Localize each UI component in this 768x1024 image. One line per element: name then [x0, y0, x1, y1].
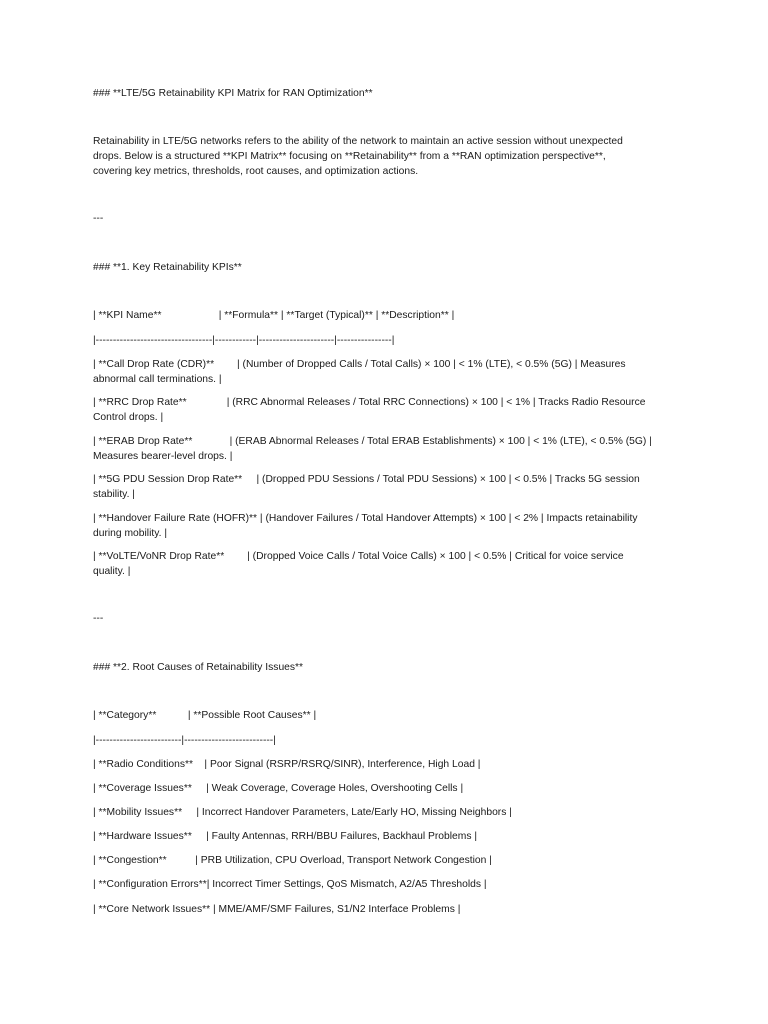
document-title: ### **LTE/5G Retainability KPI Matrix for RAN Optimization** [93, 88, 373, 99]
kpi-row-line: | **ERAB Drop Rate** | (ERAB Abnormal Releases / Total ERAB Establishments) × 100 | < 1% (LTE), < 0.5% (5G) | [93, 436, 652, 447]
kpi-table-header: | **KPI Name** | **Formula** | **Target (Typical)** | **Description** | [93, 310, 455, 321]
kpi-row-line: | **RRC Drop Rate** | (RRC Abnormal Releases / Total RRC Connections) × 100 | < 1% | Tracks Radio Resource [93, 397, 646, 408]
kpi-table-separator: |----------------------------------|------------|----------------------|----------------| [93, 335, 395, 346]
causes-table-separator: |-------------------------|--------------------------| [93, 735, 276, 746]
cause-row: | **Radio Conditions** | Poor Signal (RSRP/RSRQ/SINR), Interference, High Load | [93, 759, 481, 770]
kpi-row-line: stability. | [93, 489, 135, 500]
kpi-row-line: quality. | [93, 566, 131, 577]
cause-row: | **Coverage Issues** | Weak Coverage, Coverage Holes, Overshooting Cells | [93, 783, 464, 794]
divider: --- [93, 213, 104, 224]
kpi-row-line: Control drops. | [93, 412, 164, 423]
kpi-row-line: | **Handover Failure Rate (HOFR)** | (Handover Failures / Total Handover Attempts) × 100 | < 2% | Impacts retainability [93, 513, 638, 524]
kpi-row-line: Measures bearer-level drops. | [93, 451, 233, 462]
cause-row: | **Congestion** | PRB Utilization, CPU Overload, Transport Network Congestion | [93, 855, 492, 866]
cause-row: | **Core Network Issues** | MME/AMF/SMF Failures, S1/N2 Interface Problems | [93, 904, 461, 915]
causes-table-header: | **Category** | **Possible Root Causes** | [93, 710, 317, 721]
kpi-row-line: during mobility. | [93, 528, 168, 539]
section-2-heading: ### **2. Root Causes of Retainability Issues** [93, 662, 304, 673]
divider: --- [93, 613, 104, 624]
intro-line-3: covering key metrics, thresholds, root causes, and optimization actions. [93, 166, 419, 177]
kpi-row-line: abnormal call terminations. | [93, 374, 222, 385]
cause-row: | **Hardware Issues** | Faulty Antennas, RRH/BBU Failures, Backhaul Problems | [93, 831, 478, 842]
intro-line-2: drops. Below is a structured **KPI Matrix** focusing on **Retainability** from a **RAN optimization perspective**, [93, 151, 606, 162]
kpi-row-line: | **Call Drop Rate (CDR)** | (Number of Dropped Calls / Total Calls) × 100 | < 1% (LTE), < 0.5% (5G) | Measures [93, 359, 626, 370]
section-1-heading: ### **1. Key Retainability KPIs** [93, 262, 242, 273]
kpi-row-line: | **5G PDU Session Drop Rate** | (Dropped PDU Sessions / Total PDU Sessions) × 100 | < 0.5% | Tracks 5G session [93, 474, 640, 485]
kpi-row-line: | **VoLTE/VoNR Drop Rate** | (Dropped Voice Calls / Total Voice Calls) × 100 | < 0.5% | Critical for voice service [93, 551, 624, 562]
cause-row: | **Mobility Issues** | Incorrect Handover Parameters, Late/Early HO, Missing Neighbors | [93, 807, 512, 818]
cause-row: | **Configuration Errors**| Incorrect Timer Settings, QoS Mismatch, A2/A5 Thresholds | [93, 879, 487, 890]
intro-line-1: Retainability in LTE/5G networks refers to the ability of the network to maintain an active session without unexpected [93, 136, 623, 147]
